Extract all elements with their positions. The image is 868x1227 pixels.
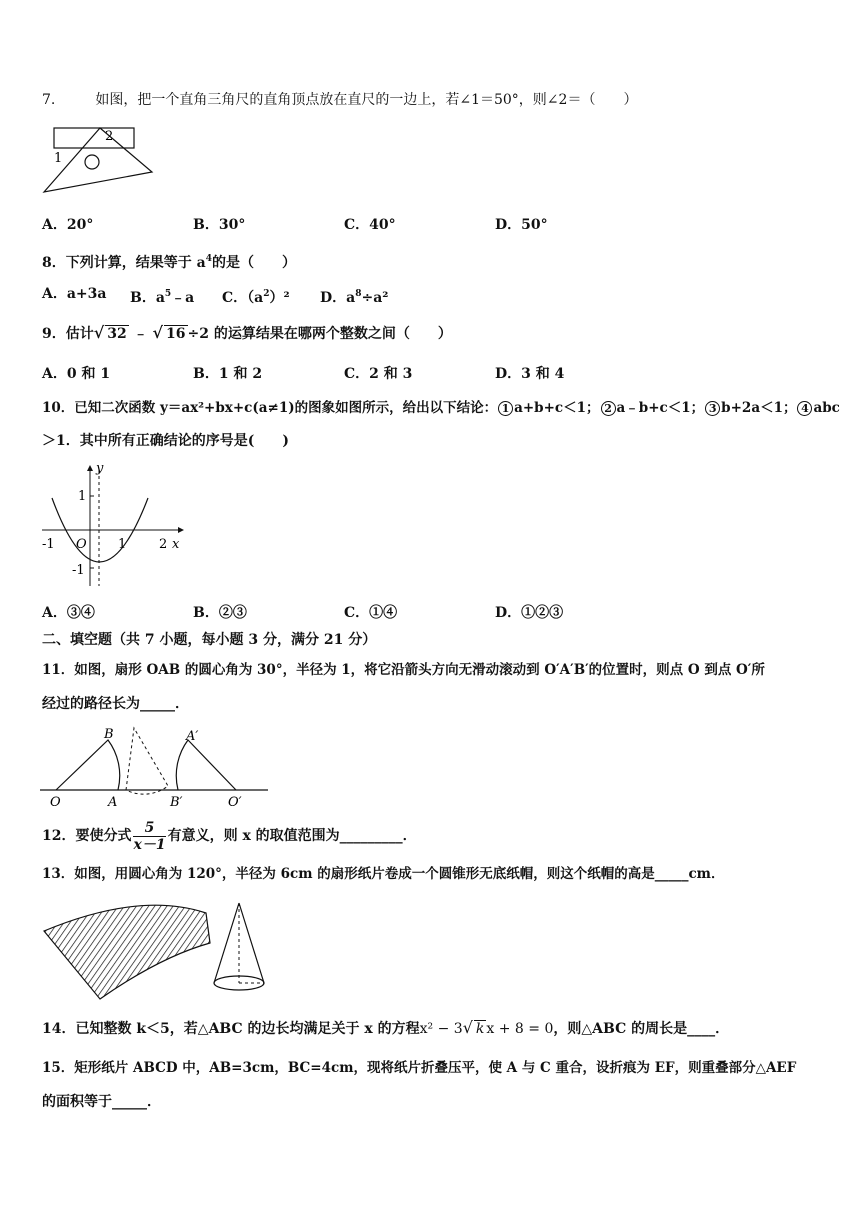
q7-option-c[interactable]: C．40°: [344, 217, 396, 233]
q9-text-post: ÷2 的运算结果在哪两个整数之间（ ）: [187, 326, 452, 342]
q12-stem: [42, 818, 417, 854]
sector-oab: [56, 740, 120, 790]
q8-d-pre: D．a: [320, 290, 356, 306]
q8-d-post: ÷a²: [361, 290, 389, 306]
q10-circled-3: 3: [705, 401, 720, 416]
q10-circled-2: 2: [601, 401, 616, 416]
q8-text-b: 的是（ ）: [211, 255, 296, 271]
q14-equation: [419, 1018, 554, 1037]
q10-c3-text: b+2a＜1；: [721, 400, 797, 416]
label-b: B: [104, 727, 114, 742]
q10-c4-text: abc: [813, 400, 840, 416]
q10-parabola-graph: [38, 460, 188, 590]
graph-x-label: x: [172, 537, 180, 552]
q9-option-c[interactable]: C．2 和 3: [344, 366, 413, 382]
q8-b-post: ﹣a: [171, 290, 195, 306]
q10-circled-1: 1: [498, 401, 513, 416]
q8-option-c[interactable]: [222, 284, 290, 308]
graph-tick-ym1: -1: [72, 563, 85, 578]
graph-tick-xm1: -1: [42, 537, 55, 552]
q12-denominator: x－1: [133, 836, 166, 853]
q9-radicand-1: 32: [107, 326, 127, 342]
q14-text-pre: 14．已知整数 k＜5，若△ABC 的边长均满足关于 x 的方程: [42, 1021, 420, 1037]
hatched-sector: [44, 905, 210, 999]
q8-c-sup: 2: [263, 289, 270, 299]
graph-tick-x1: 1: [118, 537, 127, 552]
q8-d-sup: 8: [355, 289, 362, 299]
q10-text: 10．已知二次函数 y＝ax²+bx+c(a≠1)的图象如图所示，给出以下结论：: [42, 400, 498, 416]
q8-option-b[interactable]: [130, 284, 194, 308]
q7-stem: [42, 90, 637, 110]
q9-option-a[interactable]: A．0 和 1: [42, 366, 111, 382]
q8-c-post: ）²: [269, 290, 290, 306]
sector-oab-prime: [176, 740, 236, 790]
q14-eq-radicand: k: [475, 1021, 485, 1037]
q10-option-a[interactable]: A．③④: [42, 605, 95, 621]
q7-ruler-triangle-figure: [42, 124, 157, 196]
q10-stem-line2: ＞1．其中所有正确结论的序号是( ): [42, 433, 289, 449]
label-b-prime: B′: [170, 795, 183, 810]
q8-option-d[interactable]: [320, 284, 388, 308]
q8-exp: 4: [205, 254, 212, 264]
q8-b-pre: B．a: [130, 290, 165, 306]
q7-number: 7.: [42, 92, 56, 108]
q12-text-post: 有意义，则 x 的取值范围为_________．: [167, 828, 417, 844]
q8-a-text: A．a+3a: [42, 286, 107, 302]
q10-c2-text: a﹣b+c＜1；: [616, 400, 705, 416]
q14-text-post: ，则△ABC 的周长是____．: [553, 1021, 730, 1037]
q9-stem: [42, 323, 452, 344]
q7-option-d[interactable]: D．50°: [495, 217, 548, 233]
q7-angle1-label: 1: [54, 151, 63, 166]
q13-sector-and-cone-figure: [40, 895, 280, 1005]
q10-option-d[interactable]: D．①②③: [495, 605, 564, 621]
q10-circled-4: 4: [797, 401, 812, 416]
label-o-prime: O′: [228, 795, 242, 810]
q12-text-pre: 12．要使分式: [42, 828, 132, 844]
q7-option-b[interactable]: B．30°: [193, 217, 246, 233]
q7-option-a[interactable]: A．20°: [42, 217, 94, 233]
q10-c1-text: a+b+c＜1；: [514, 400, 600, 416]
label-o: O: [50, 795, 61, 810]
q8-option-a[interactable]: [42, 284, 106, 304]
q8-stem: [42, 249, 296, 273]
q9-option-d[interactable]: D．3 和 4: [495, 366, 565, 382]
label-a-prime: A′: [186, 729, 199, 744]
q7-text: 如图，把一个直角三角尺的直角顶点放在直尺的一边上，若∠1＝50°，则∠2＝（ ）: [95, 92, 638, 108]
q10-option-c[interactable]: C．①④: [344, 605, 398, 621]
q11-stem-line2: 经过的路径长为_____．: [42, 696, 189, 712]
q13-stem: 13．如图，用圆心角为 120°，半径为 6cm 的扇形纸片卷成一个圆锥形无底纸帽，则这个纸帽的高是_____cm．: [42, 866, 725, 882]
sqrt-icon: √: [462, 1018, 473, 1037]
section-heading: 二、填空题（共 7 小题，每小题 3 分，满分 21 分）: [42, 632, 377, 648]
q11-stem-line1: 11．如图，扇形 OAB 的圆心角为 30°，半径为 1，将它沿箭头方向无滑动滚动到 O′A′B′的位置时，则点 O 到点 O′所: [42, 662, 765, 678]
graph-tick-x2: 2: [159, 537, 168, 552]
graph-origin-label: O: [76, 537, 87, 552]
label-a: A: [108, 795, 118, 810]
q9-radicand-2: 16: [166, 326, 186, 342]
q14-eq-b: x + 8 = 0: [486, 1021, 554, 1037]
q12-numerator: 5: [133, 820, 165, 837]
q8-c-pre: C．（a: [222, 290, 264, 306]
q14-eq-a: x² − 3: [419, 1021, 463, 1037]
q9-option-b[interactable]: B．1 和 2: [193, 366, 263, 382]
q12-fraction: [133, 820, 165, 853]
q15-stem-line1: 15．矩形纸片 ABCD 中，AB=3cm，BC=4cm，现将纸片折叠压平，使 A 与 C 重合，设折痕为 EF，则重叠部分△AEF: [42, 1060, 797, 1076]
sector-intermediate: [126, 728, 168, 794]
q8-text-a: 8．下列计算，结果等于 a: [42, 255, 206, 271]
graph-tick-y1: 1: [78, 489, 87, 504]
sqrt-icon: √: [152, 323, 164, 342]
q10-stem-line1: [42, 398, 840, 418]
q11-rolling-sector-figure: [40, 722, 268, 810]
q10-option-b[interactable]: B．②③: [193, 605, 247, 621]
q14-stem: [42, 1018, 729, 1039]
graph-y-label: y: [96, 461, 104, 476]
q8-b-sup: 5: [164, 289, 172, 299]
q7-angle2-label: 2: [105, 129, 114, 144]
sqrt-icon: √: [93, 323, 105, 342]
q9-text-pre: 9．估计: [42, 326, 94, 342]
q9-minus: ﹣: [133, 326, 148, 342]
q15-stem-line2: 的面积等于_____．: [42, 1094, 161, 1110]
